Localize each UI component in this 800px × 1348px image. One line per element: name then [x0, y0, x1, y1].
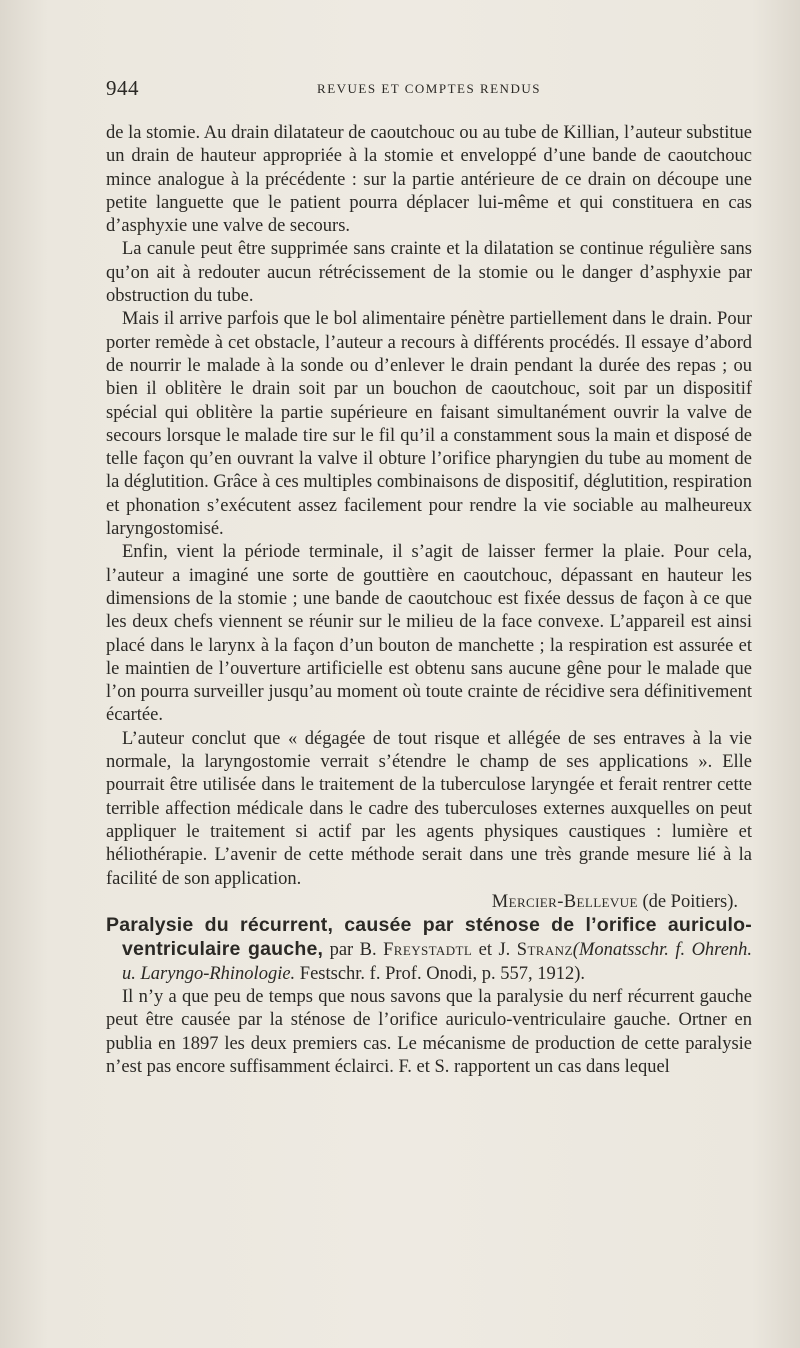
running-title: REVUES ET COMPTES RENDUS — [317, 81, 541, 96]
paragraph: La canule peut être supprimée sans crainte et la dilatation se continue régulière sans qu’on ait à redouter aucun rétrécissement de la stomie ou le danger d’asphyxie par obstruction du tube. — [106, 239, 752, 307]
paragraph: L’auteur conclut que « dégagée de tout risque et allégée de ses entraves à la vie normale, la laryngostomie verrait s’étendre le champ de ses applications ». Elle pourrait être utilisée dans le traitement de la tuberculose laryngée et ferait rentrer cette terrible affection médicale dans le cadre des tuberculoses externes auxquelles on peut appliquer le traitement si actif par les agents physiques caustiques : lumière et héliothérapie. L’avenir de cette méthode serait dans une très grande mesure lié à la facilité de son application. — [106, 728, 752, 889]
page-header — [106, 76, 752, 102]
page-number: 944 — [106, 76, 139, 100]
article-citation: Festschr. f. Prof. Onodi, p. 557, 1912). — [299, 963, 585, 984]
review-signature — [106, 891, 752, 914]
paragraph: Mais il arrive parfois que le bol alimentaire pénètre partiellement dans le drain. Pour porter remède à cet obstacle, l’auteur a recours à différents procédés. Il essaye d’abord de nourrir le malade à la sonde ou d’enlever le drain pendant la durée des repas ; ou bien il oblitère le drain soit par un bouchon de caoutchouc, soit par un dispositif spécial qui oblitère la partie supérieure en faisant simultanément ouvrir la valve de secours lorsque le malade tire sur le fil qu’il a constamment sous la main et disposé de telle façon qu’en ouvrant la valve il obture l’orifice pharyngien du tube au moment de la déglutition. Grâce à ces multiples combinaisons de dispositif, déglutition, respiration et phonation s’exécutent assez facilement pour rendre la vie sociable au malheureux laryngostomisé. — [106, 309, 752, 540]
article-body — [106, 122, 752, 1079]
paragraph: Il n’y a que peu de temps que nous savons que la paralysie du nerf récurrent gauche peut être causée par la sténose de l’orifice auriculo-ventriculaire gauche. Ortner en publia en 1897 les deux premiers cas. Le mécanisme de production de cette paralysie n’est pas encore suffisamment éclairci. F. et S. rapportent un cas dans lequel — [106, 986, 752, 1077]
article-title: Paralysie du récurrent, causée par sténose de l’orifice auriculo-ventriculaire gauche, — [106, 914, 752, 961]
paragraph: Enfin, vient la période terminale, il s’agit de laisser fermer la plaie. Pour cela, l’auteur a imaginé une sorte de gouttière en caoutchouc, dépassant en hauteur les dimensions de la stomie ; une bande de caoutchouc est fixée dessus de façon à ce que les deux chefs viennent se réunir sur le milieu de la face convexe. L’appareil est ainsi placé dans le larynx à la façon d’un bouton de manchette ; la respiration est assurée et le maintien de l’ouverture artificielle est obtenu sans aucune gêne pour le malade que l’on pourra surveiller jusqu’au moment où toute crainte de récidive sera définitivement écartée. — [106, 542, 752, 726]
reviewer-name: Mercier-Bellevue — [491, 891, 638, 912]
reviewer-place: (de Poitiers). — [642, 891, 738, 912]
article-author-1: Freystadtl — [383, 940, 473, 961]
article-by: par B. — [329, 940, 377, 961]
article-heading — [106, 914, 752, 986]
paragraph: de la stomie. Au drain dilatateur de caoutchouc ou au tube de Killian, l’auteur substitue un drain de hauteur appropriée à la stomie et enveloppé d’une bande de caoutchouc mince analogue à la précédente : sur la partie antérieure de ce drain on découpe une petite languette que le patient pourra déplacer lui-même et qui constituera en cas d’asphyxie une valve de secours. — [106, 123, 752, 237]
article-and: et J. — [478, 940, 511, 961]
article-author-2: Stranz — [516, 940, 573, 961]
article-journal: (Monatsschr. f. Ohrenh. u. Laryngo-Rhinologie. — [122, 940, 753, 984]
